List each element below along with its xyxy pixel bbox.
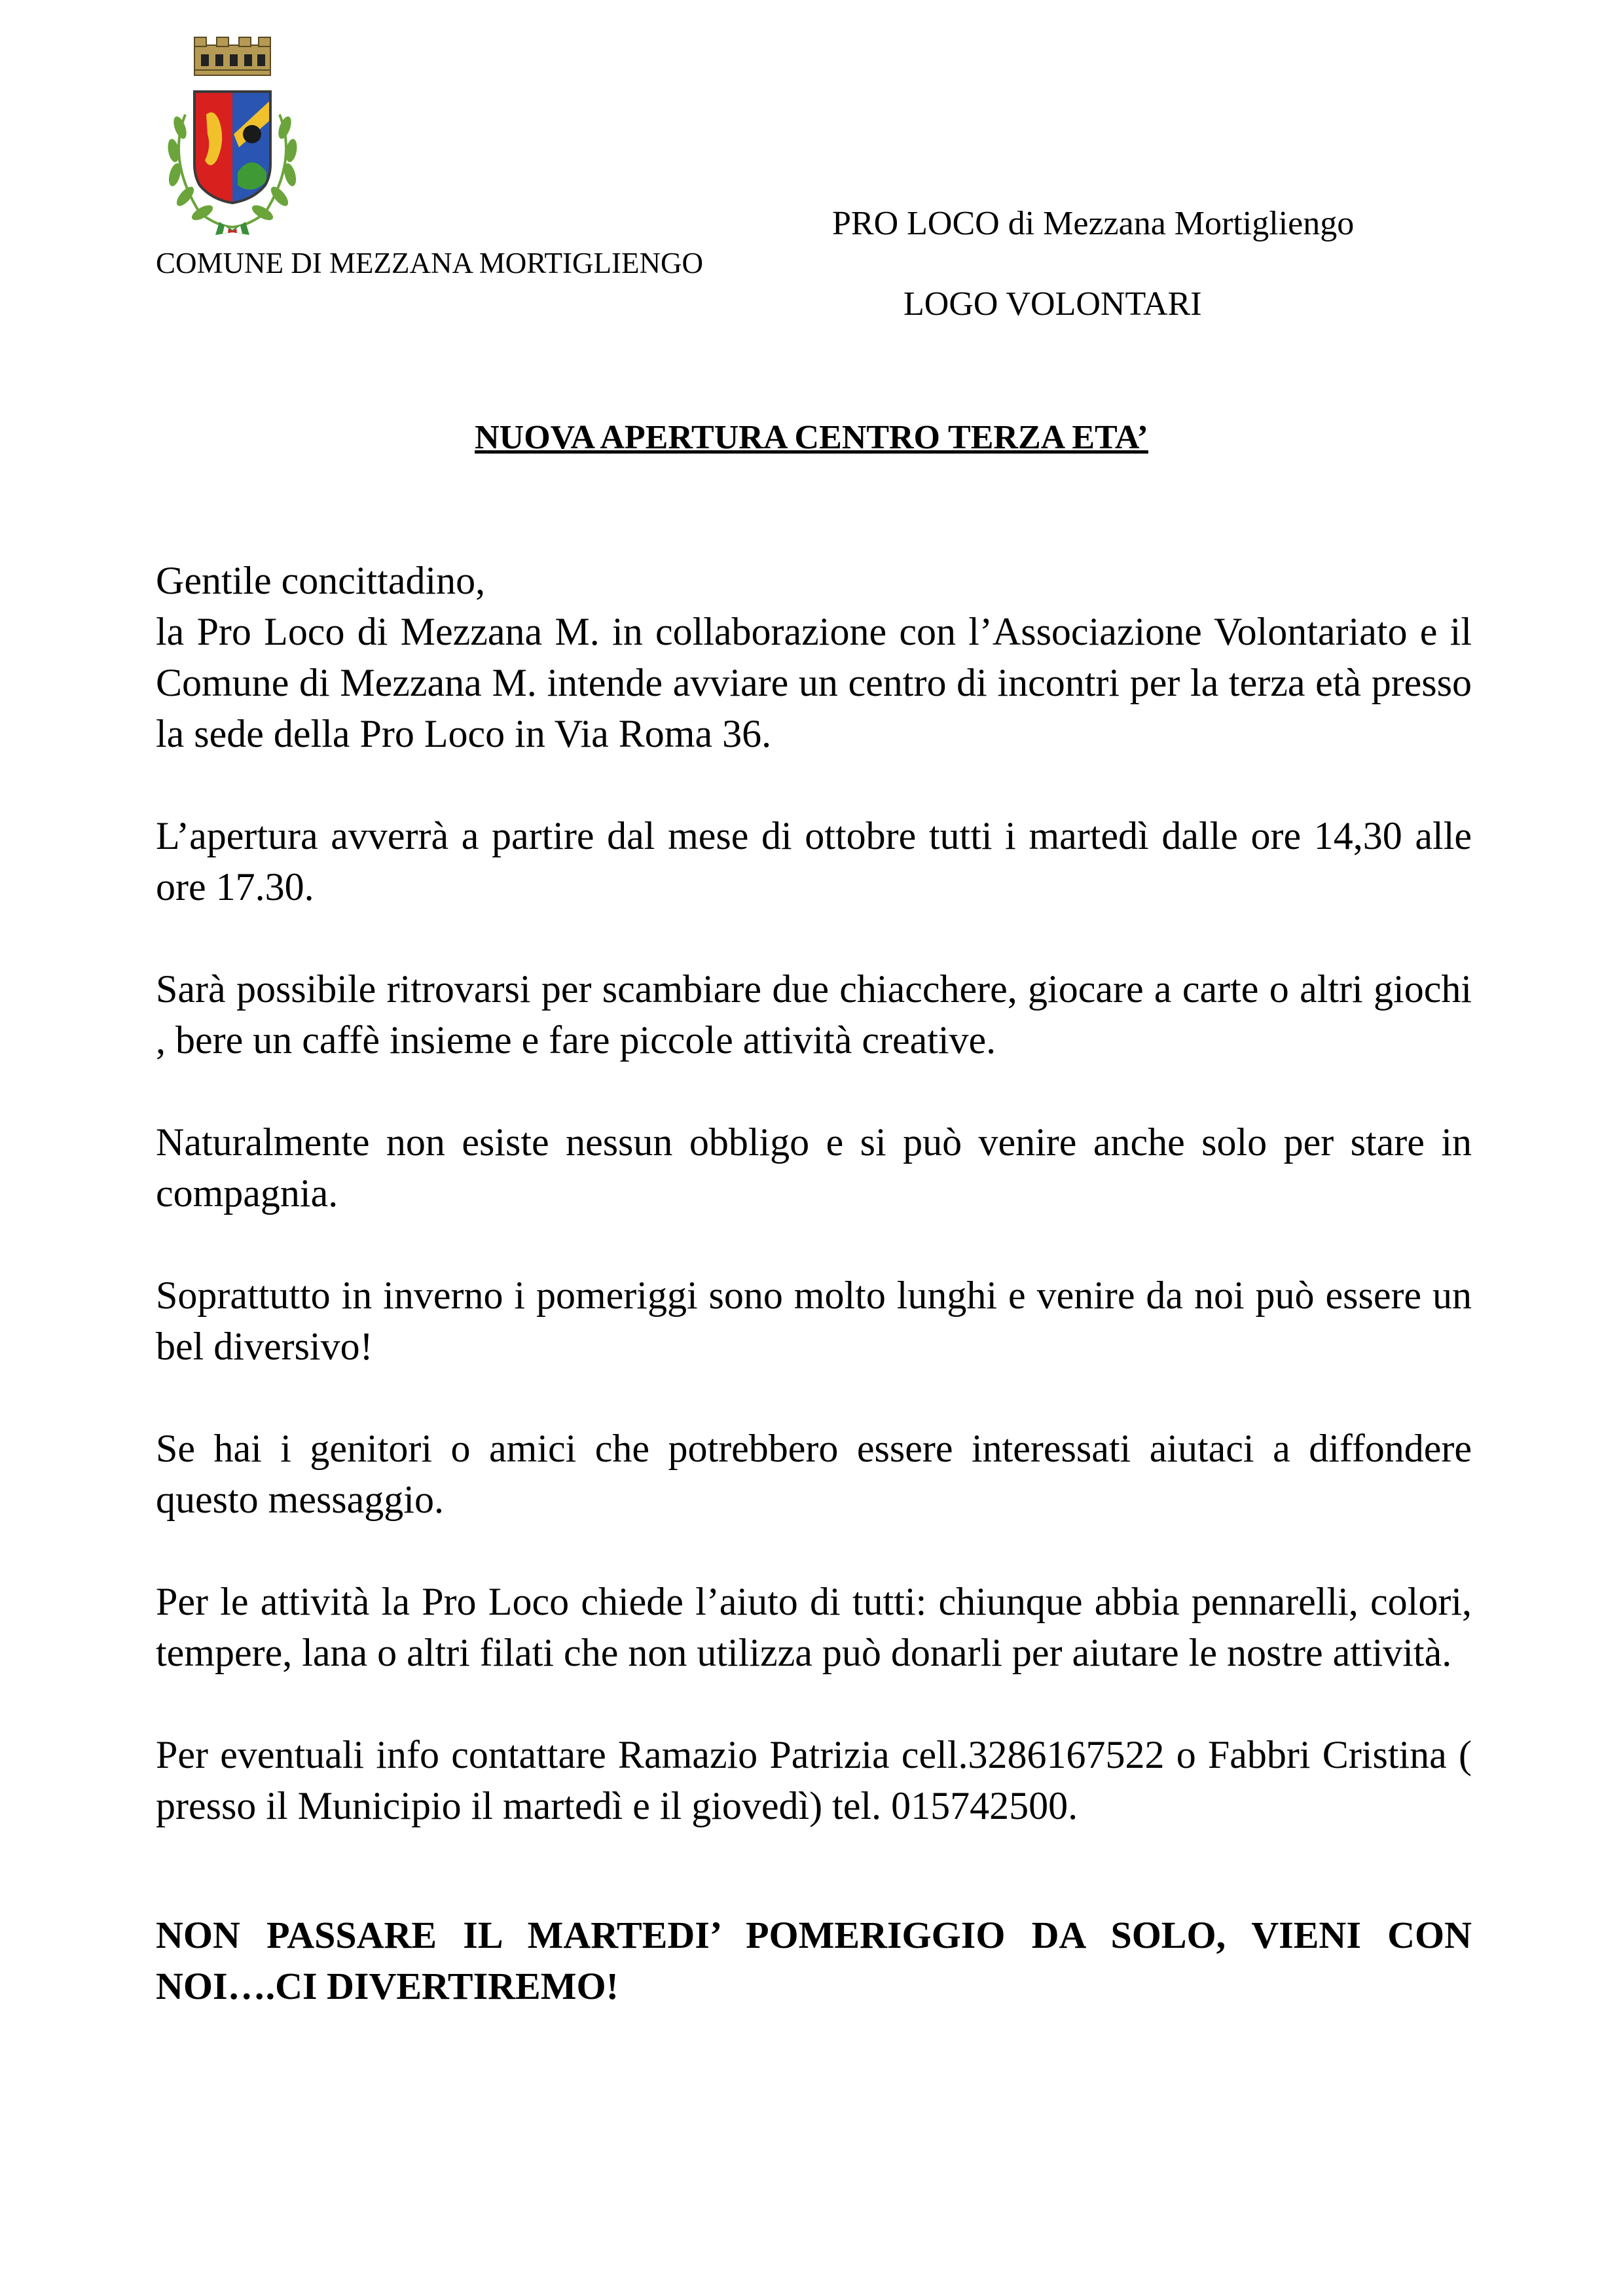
paragraph-intro: la Pro Loco di Mezzana M. in collaborazione con l’Associazione Volontariato e il Comune di Mezzana M. intende avviare un centro di incontri per la terza età presso la sede della Pro Loco in Via Roma 36. [156,610,1472,755]
shield-icon [194,92,270,203]
mural-crown-icon [194,37,270,75]
paragraph-activities: Sarà possibile ritrovarsi per scambiare due chiacchere, giocare a carte o altri giochi , bere un caffè insieme e fare piccole attività creative. [156,967,1472,1062]
ribbon-icon [215,222,249,235]
proloco-name: PRO LOCO di Mezzana Mortigliengo [832,205,1355,242]
municipal-crest-logo [154,36,311,242]
letter-body [156,555,1472,2012]
paragraph-contacts: Per eventuali info contattare Ramazio Patrizia cell.3286167522 o Fabbri Cristina ( presso il Municipio il martedì e il giovedì) tel. 015742500. [156,1733,1472,1827]
paragraph-spread-message: Se hai i genitori o amici che potrebbero essere interessati aiutaci a diffondere questo messaggio. [156,1427,1472,1521]
logo-volontari-placeholder: LOGO VOLONTARI [903,285,1202,323]
paragraph-opening-times: L’apertura avverrà a partire dal mese di ottobre tutti i martedì dalle ore 14,30 alle ore 17.30. [156,814,1472,908]
paragraph-winter: Soprattutto in inverno i pomeriggi sono molto lunghi e venire da noi può essere un bel diversivo! [156,1274,1472,1368]
closing-slogan: NON PASSARE IL MARTEDI’ POMERIGGIO DA SOLO, VIENI CON NOI….CI DIVERTIREMO! [156,1914,1472,2007]
comune-name: COMUNE DI MEZZANA MORTIGLIENGO [156,247,703,279]
page-title: NUOVA APERTURA CENTRO TERZA ETA’ [475,419,1148,456]
greeting: Gentile concittadino, [156,559,486,602]
paragraph-donations: Per le attività la Pro Loco chiede l’aiuto di tutti: chiunque abbia pennarelli, colori, tempere, lana o altri filati che non utilizza può donarli per aiutare le nostre attività. [156,1580,1472,1674]
paragraph-no-obligation: Naturalmente non esiste nessun obbligo e si può venire anche solo per stare in compagnia. [156,1121,1472,1215]
